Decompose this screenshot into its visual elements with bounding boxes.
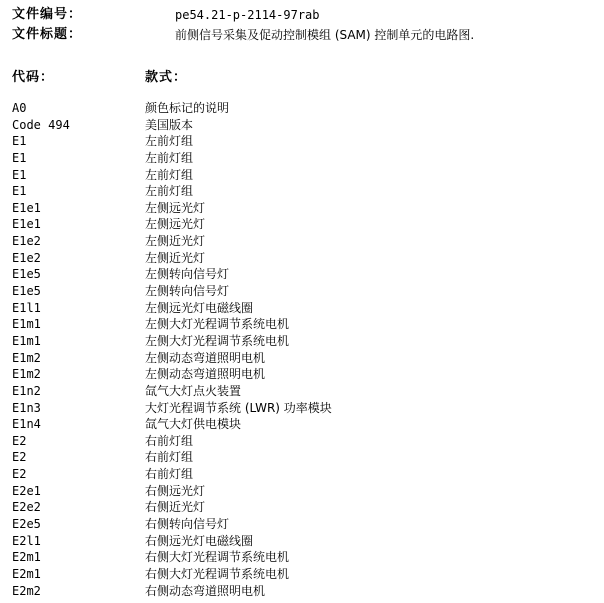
- row-code: E1m2: [12, 350, 41, 365]
- table-row: [12, 216, 592, 233]
- table-row: [12, 366, 592, 383]
- row-code: E1n3: [12, 400, 41, 415]
- row-description: 右侧大灯光程调节系统电机: [145, 566, 290, 581]
- row-description: 右前灯组: [145, 433, 194, 448]
- row-description: 左侧转向信号灯: [145, 267, 230, 282]
- row-description: 左侧近光灯: [145, 250, 206, 265]
- row-code: E1m2: [12, 367, 41, 382]
- table-row: [12, 583, 592, 600]
- row-description: 左侧动态弯道照明电机: [145, 350, 266, 365]
- table-row: [12, 316, 592, 333]
- row-description: 美国版本: [145, 117, 194, 132]
- row-code: E2m1: [12, 550, 41, 565]
- table-row: [12, 183, 592, 200]
- row-code: E2: [12, 433, 27, 448]
- table-header: [12, 69, 592, 87]
- table-row: [12, 150, 592, 167]
- row-code: E1: [12, 184, 27, 199]
- row-code: E1e2: [12, 234, 41, 249]
- table-row: [12, 549, 592, 566]
- table-row: [12, 250, 592, 267]
- row-description: 右侧大灯光程调节系统电机: [145, 550, 290, 565]
- row-code: E1: [12, 167, 27, 182]
- table-row: [12, 383, 592, 400]
- table-row: [12, 499, 592, 516]
- table-row: [12, 266, 592, 283]
- table-row: [12, 350, 592, 367]
- row-description: 左侧远光灯: [145, 200, 206, 215]
- row-code: E1m1: [12, 317, 41, 332]
- table-row: [12, 449, 592, 466]
- row-description: 右侧远光灯电磁线圈: [145, 533, 254, 548]
- row-description: 右前灯组: [145, 450, 194, 465]
- row-code: E1n4: [12, 417, 41, 432]
- table-row: [12, 533, 592, 550]
- row-code: Code 494: [12, 117, 70, 132]
- table-row: [12, 333, 592, 350]
- row-code: E2e5: [12, 517, 41, 532]
- row-description: 左侧转向信号灯: [145, 284, 230, 299]
- row-description: 右前灯组: [145, 467, 194, 482]
- row-code: E1n2: [12, 383, 41, 398]
- row-code: E1: [12, 134, 27, 149]
- row-description: 左侧动态弯道照明电机: [145, 367, 266, 382]
- row-code: E1l1: [12, 300, 41, 315]
- row-code: A0: [12, 101, 27, 115]
- file-number-value: pe54.21-p-2114-97rab: [175, 8, 320, 22]
- row-code: E1m1: [12, 333, 41, 348]
- row-code: E1e1: [12, 200, 41, 215]
- table-row: [12, 283, 592, 300]
- row-code: E1e1: [12, 217, 41, 232]
- file-title-value: 前侧信号采集及促动控制模组 (SAM) 控制单元的电路图.: [175, 28, 475, 42]
- table-row: [12, 167, 592, 184]
- table-row: [12, 483, 592, 500]
- row-description: 氙气大灯供电模块: [145, 417, 242, 432]
- row-code: E2m2: [12, 583, 41, 598]
- row-description: 右侧动态弯道照明电机: [145, 583, 266, 598]
- table-row: [12, 100, 592, 117]
- row-code: E2: [12, 467, 27, 482]
- row-code: E2: [12, 450, 27, 465]
- header-style: 款式：: [145, 70, 188, 85]
- table-row: [12, 117, 592, 134]
- row-description: 右侧转向信号灯: [145, 517, 230, 532]
- table-row: [12, 133, 592, 150]
- row-description: 左前灯组: [145, 150, 194, 165]
- row-code: E1e2: [12, 250, 41, 265]
- row-description: 颜色标记的说明: [145, 101, 230, 115]
- row-description: 大灯光程调节系统 (LWR) 功率模块: [145, 400, 332, 415]
- row-description: 右侧近光灯: [145, 500, 206, 515]
- table-row: [12, 433, 592, 450]
- row-description: 氙气大灯点火装置: [145, 383, 242, 398]
- table-row: [12, 466, 592, 483]
- row-description: 左侧远光灯电磁线圈: [145, 300, 254, 315]
- row-code: E1e5: [12, 267, 41, 282]
- row-description: 左前灯组: [145, 134, 194, 149]
- row-description: 左侧大灯光程调节系统电机: [145, 317, 290, 332]
- table-row: [12, 300, 592, 317]
- table-row: [12, 200, 592, 217]
- row-code: E2e2: [12, 500, 41, 515]
- row-code: E2e1: [12, 483, 41, 498]
- table-row: [12, 516, 592, 533]
- row-description: 左侧远光灯: [145, 217, 206, 232]
- row-code: E1e5: [12, 284, 41, 299]
- table-row: [12, 416, 592, 433]
- row-code: E1: [12, 150, 27, 165]
- row-description: 右侧远光灯: [145, 483, 206, 498]
- row-description: 左前灯组: [145, 184, 194, 199]
- row-code: E2l1: [12, 533, 41, 548]
- header-code: 代码：: [12, 70, 55, 85]
- row-description: 左前灯组: [145, 167, 194, 182]
- file-title-label: 文件标题：: [12, 27, 83, 42]
- row-description: 左侧近光灯: [145, 234, 206, 249]
- row-code: E2m1: [12, 566, 41, 581]
- component-list: [12, 100, 592, 599]
- table-row: [12, 400, 592, 417]
- row-description: 左侧大灯光程调节系统电机: [145, 333, 290, 348]
- file-number-label: 文件编号：: [12, 7, 83, 22]
- table-row: [12, 566, 592, 583]
- table-row: [12, 233, 592, 250]
